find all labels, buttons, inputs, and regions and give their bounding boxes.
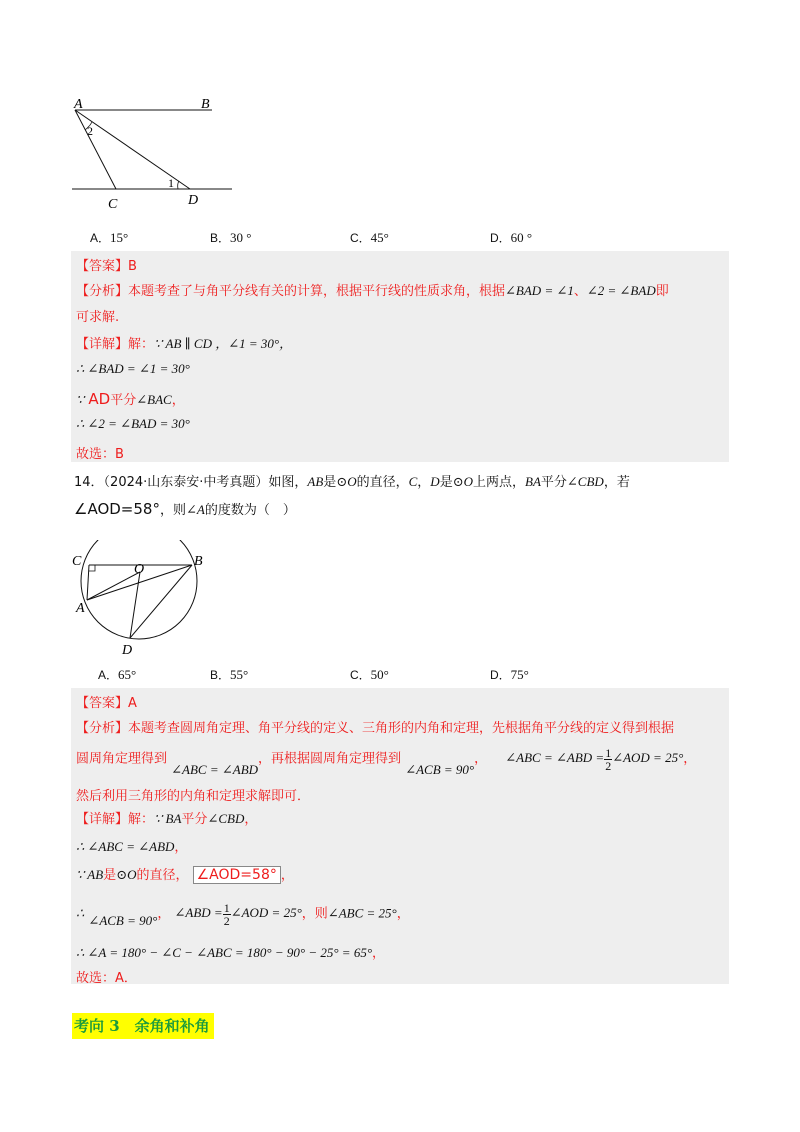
q14-question-line2 xyxy=(74,499,296,518)
angle-label-1: 1 xyxy=(168,176,174,190)
text-degree-question: 的度数为（ ） xyxy=(204,503,296,518)
analysis-label: 【分析】 xyxy=(76,721,129,736)
q14-analysis-line1 xyxy=(76,717,674,736)
option-value: 30 ° xyxy=(230,230,252,245)
option-letter: C． xyxy=(350,668,371,682)
numerator: 1 xyxy=(605,746,612,760)
comma: ， xyxy=(244,812,258,827)
text-is-2: 是 xyxy=(439,475,453,490)
expr-abc-half-aod xyxy=(505,746,684,773)
therefore-abc-abd: ∴ ∠ABC = ∠ABD xyxy=(76,839,175,854)
option-letter: A． xyxy=(98,668,119,682)
option-value: 15° xyxy=(110,230,129,245)
q13-detail-line2: ∴ ∠BAD = ∠1 = 30° xyxy=(76,361,190,376)
point-label-a: A xyxy=(76,601,85,616)
expr-acb-90: ∠ACB = 90° xyxy=(88,913,158,929)
angle-a: ∠A xyxy=(185,502,205,517)
analysis-text-b: ，再根据圆周角定理得到 xyxy=(258,751,402,767)
analysis-text: 本题考查圆周角定理、角平分线的定义、三角形的内角和定理，先根据角平分线的定义得到根据 xyxy=(128,721,675,736)
therefore-symbol: ∴ xyxy=(76,905,85,921)
analysis-expr-1: ∠BAD = ∠1 xyxy=(505,283,574,298)
analysis-expr-2: ∠2 = ∠BAD xyxy=(586,283,656,298)
option-value: 55° xyxy=(230,667,249,682)
expr-abd-half-aod xyxy=(174,901,302,928)
q13-analysis-line2: 可求解. xyxy=(76,310,120,325)
analysis-tail: 即 xyxy=(655,284,669,299)
point-c: C xyxy=(408,474,418,489)
text-is: 是 xyxy=(323,475,337,490)
segment-ab: AB xyxy=(307,474,324,489)
circle-o-2: ⊙O xyxy=(452,474,473,489)
section-heading: 考向 3 余角和补角 xyxy=(72,1013,214,1039)
comma: ， xyxy=(372,946,386,961)
q13-analysis-line1 xyxy=(76,280,669,299)
option-value: 75° xyxy=(510,667,529,682)
circle-o: ⊙O xyxy=(116,867,137,882)
analysis-label: 【分析】 xyxy=(76,284,129,299)
angle-label-2: 2 xyxy=(87,124,93,138)
q13-option-c[interactable] xyxy=(350,227,389,246)
angle-bac: ∠BAC xyxy=(136,392,172,407)
expr-part-b: ∠AOD = 25° xyxy=(612,750,684,766)
q13-option-a[interactable] xyxy=(90,227,128,246)
q13-conclusion: 故选：B xyxy=(76,447,124,462)
expr-part-a: ∠ABC = ∠ABD = xyxy=(505,750,605,766)
because-ba: ∵ BA xyxy=(154,811,182,826)
point-label-c: C xyxy=(108,197,118,212)
text-diameter: 的直径， xyxy=(136,868,189,883)
expr-abc-25: ∠ABC = 25° xyxy=(327,905,397,921)
option-value: 50° xyxy=(370,667,389,682)
option-letter: C． xyxy=(350,231,371,245)
point-label-d: D xyxy=(188,193,199,208)
segment-ba: BA xyxy=(525,474,541,489)
text-two-points: 上两点， xyxy=(472,475,525,490)
angle-cbd: ∠CBD xyxy=(207,811,245,826)
expr-part-b: ∠AOD = 25° xyxy=(230,905,302,921)
point-label-b: B xyxy=(194,554,203,569)
text-then: ，则 xyxy=(159,503,186,518)
comma: ， xyxy=(171,393,185,408)
option-letter: B． xyxy=(210,231,231,245)
numerator: 1 xyxy=(223,901,230,915)
q14-option-b[interactable] xyxy=(210,664,248,683)
denominator: 2 xyxy=(223,914,230,928)
angle-cbd: ∠CBD xyxy=(566,474,604,489)
point-label-c: C xyxy=(72,554,82,569)
comma: ， xyxy=(417,475,431,490)
final-computation: ∴ ∠A = 180° − ∠C − ∠ABC = 180° − 90° − 25° = 65° xyxy=(76,945,373,960)
comma: ， xyxy=(174,840,188,855)
denominator: 2 xyxy=(605,759,612,773)
expr-acb-90: ∠ACB = 90° xyxy=(405,762,475,778)
q14-detail-line4 xyxy=(76,902,410,927)
q14-option-a[interactable] xyxy=(98,664,136,683)
segment-ad: AD xyxy=(88,390,111,408)
question-number: 14． xyxy=(74,475,104,490)
q14-answer: 【答案】A xyxy=(76,696,137,711)
expr-abc-abd: ∠ABC = ∠ABD xyxy=(171,762,259,778)
angle-aod: ∠AOD=58° xyxy=(74,500,160,518)
comma: ， xyxy=(280,868,294,883)
point-label-a: A xyxy=(74,97,83,112)
text-if: ，若 xyxy=(603,475,630,490)
circle-o: ⊙O xyxy=(336,474,357,489)
q13-answer: 【答案】B xyxy=(76,259,137,274)
q14-option-c[interactable] xyxy=(350,664,389,683)
text-is: 是 xyxy=(103,868,117,883)
bisects-text: 平分 xyxy=(181,812,208,827)
separator: ， xyxy=(157,906,171,922)
option-letter: B． xyxy=(210,668,231,682)
q14-question-line1 xyxy=(74,471,630,490)
because-ab: ∵ AB xyxy=(76,867,104,882)
then-text: ，则 xyxy=(301,906,328,922)
q13-detail-line1 xyxy=(76,333,292,352)
point-label-o: O xyxy=(134,562,145,577)
comma: ， xyxy=(396,906,410,922)
q14-detail-line2 xyxy=(76,836,187,855)
expr-part-a: ∠ABD = xyxy=(174,905,223,921)
point-label-b: B xyxy=(201,97,210,112)
analysis-text-a: 圆周角定理得到 xyxy=(76,751,168,767)
q14-option-d[interactable] xyxy=(490,664,529,683)
q14-detail-line1 xyxy=(76,808,257,827)
option-letter: D． xyxy=(490,668,511,682)
text-diameter: 的直径， xyxy=(356,475,409,490)
q13-option-d[interactable] xyxy=(490,227,532,246)
detail-label: 【详解】解： xyxy=(76,812,155,827)
option-value: 45° xyxy=(370,230,389,245)
option-value: 60 ° xyxy=(510,230,533,245)
analysis-text-d: ， xyxy=(683,751,697,767)
point-d: D xyxy=(430,474,440,489)
because-symbol: ∵ xyxy=(76,392,85,407)
option-value: 65° xyxy=(118,667,137,682)
analysis-text: 本题考查了与角平分线有关的计算，根据平行线的性质求角，根据 xyxy=(128,284,506,299)
q14-detail-line3 xyxy=(76,864,294,883)
detail-label: 【详解】解： xyxy=(76,337,155,352)
question-source: （2024·山东泰安·中考真题）如图， xyxy=(103,475,308,490)
q14-analysis-line2 xyxy=(76,746,697,778)
q13-option-b[interactable] xyxy=(210,227,251,246)
analysis-sep: 、 xyxy=(573,284,587,299)
q13-detail-line4: ∴ ∠2 = ∠BAD = 30° xyxy=(76,416,190,431)
q14-analysis-line3: 然后利用三角形的内角和定理求解即可． xyxy=(76,789,311,804)
q14-detail-line5 xyxy=(76,942,385,961)
fraction-half xyxy=(604,747,612,772)
detail-math: ∵ AB ∥ CD ，∠1 = 30°， xyxy=(154,336,293,351)
figure-circle xyxy=(66,540,216,660)
fraction-half xyxy=(223,902,231,927)
text-bisects: 平分 xyxy=(540,475,567,490)
boxed-angle-aod: ∠AOD=58° xyxy=(193,866,281,884)
point-label-d: D xyxy=(122,643,133,658)
q14-conclusion: 故选：A． xyxy=(76,971,137,986)
figure-parallel-lines xyxy=(60,90,250,215)
q13-detail-line3 xyxy=(76,389,185,408)
option-letter: D． xyxy=(490,231,511,245)
option-letter: A． xyxy=(90,231,111,245)
analysis-text-c: ， xyxy=(474,751,488,767)
bisects-text: 平分 xyxy=(110,393,137,408)
